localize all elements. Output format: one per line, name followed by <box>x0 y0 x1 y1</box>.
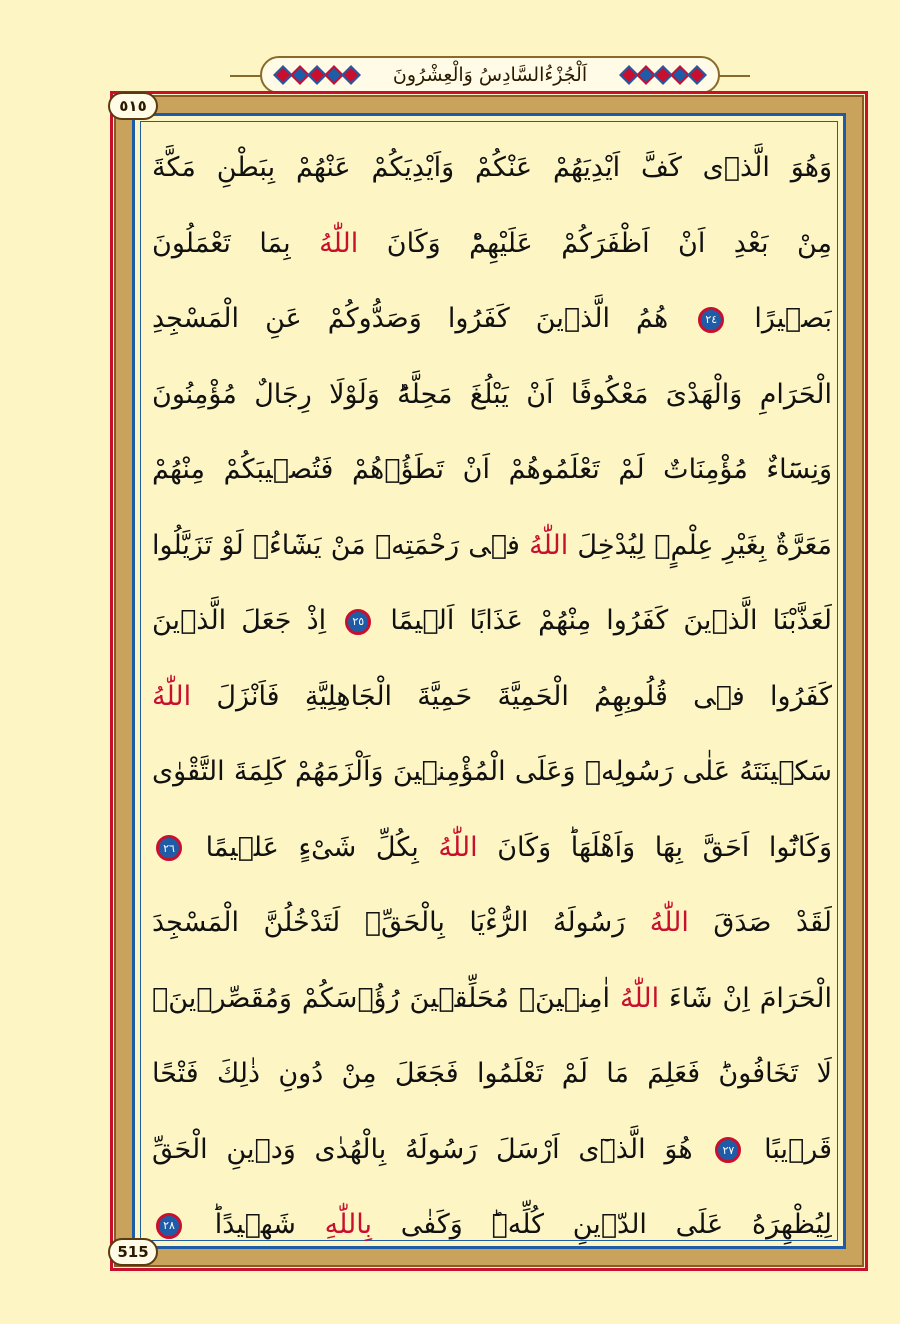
text-segment: هُوَ الَّذٖٓى اَرْسَلَ رَسُولَهُ بِالْهُدٰى وَدٖينِ الْحَقِّ <box>152 1133 712 1165</box>
text-line-content <box>152 907 832 938</box>
text-segment: قَرٖيبًا <box>745 1133 832 1165</box>
text-line-content <box>152 1058 832 1089</box>
text-segment: اِذْ جَعَلَ الَّذٖينَ <box>152 605 342 637</box>
text-segment: سَكٖينَتَهُ عَلٰى رَسُولِهٖ وَعَلَى الْمُؤْمِنٖينَ وَاَلْزَمَهُمْ كَلِمَةَ التَّقْوٰى <box>152 756 832 788</box>
ayah-marker: ٢٤ <box>698 307 724 333</box>
text-segment: لَا تَخَافُونَؕ فَعَلِمَ مَا لَمْ تَعْلَمُوا فَجَعَلَ مِنْ دُونِ ذٰلِكَ فَتْحًا <box>152 1058 832 1090</box>
juz-banner <box>260 56 720 94</box>
ayah-marker: ٢٧ <box>715 1137 741 1163</box>
page-number-latin: 515 <box>108 1238 158 1266</box>
text-line-content <box>152 379 832 410</box>
text-line-content <box>152 983 832 1014</box>
text-line <box>152 885 832 961</box>
text-line-content <box>152 530 832 561</box>
text-line <box>152 1036 832 1112</box>
text-segment: بِمَا تَعْمَلُونَ <box>152 227 320 259</box>
text-line <box>152 1112 832 1188</box>
text-segment: رَسُولَهُ الرُّءْيَا بِالْحَقِّۚ لَتَدْخُلُنَّ الْمَسْجِدَ <box>152 907 650 939</box>
quran-text <box>152 130 832 1263</box>
text-line <box>152 432 832 508</box>
text-line-content <box>152 454 832 485</box>
text-line <box>152 508 832 584</box>
text-segment: لَقَدْ صَدَقَ <box>688 907 832 939</box>
text-segment: الْحَرَامِ وَالْهَدْىَ مَعْكُوفًا اَنْ يَبْلُغَ مَحِلَّهُؕ وَلَوْلَا رِجَالٌ مُؤْمِنُونَ <box>152 378 832 410</box>
ayah-marker: ٢٦ <box>156 835 182 861</box>
text-line-content <box>152 681 832 712</box>
divine-name: اللّٰهُ <box>438 831 478 863</box>
divine-name: بِاللّٰهِ <box>324 1209 372 1241</box>
divine-name: اللّٰهُ <box>152 680 192 712</box>
text-line-content <box>152 1209 832 1240</box>
text-line <box>152 130 832 206</box>
divine-name: اللّٰهُ <box>649 907 689 939</box>
text-line-content <box>152 605 832 636</box>
text-segment: هُمُ الَّذٖينَ كَفَرُوا وَصَدُّوكُمْ عَنِ الْمَسْجِدِ <box>152 303 695 335</box>
text-line <box>152 734 832 810</box>
text-line-content <box>152 228 832 259</box>
text-line-content <box>152 832 832 863</box>
text-line-content <box>152 756 832 787</box>
divine-name: اللّٰهُ <box>619 982 660 1014</box>
divine-name: اللّٰهُ <box>529 529 569 561</box>
text-line <box>152 583 832 659</box>
text-segment: بِكُلِّ شَىْءٍ عَلٖيمًا <box>186 831 439 863</box>
text-line-content <box>152 303 832 334</box>
text-line <box>152 659 832 735</box>
ornament-knot-icon <box>341 65 361 85</box>
text-segment: شَهٖيدًاؕ <box>186 1209 325 1241</box>
text-segment: مِنْ بَعْدِ اَنْ اَظْفَرَكُمْ عَلَيْهِمْؕ وَكَانَ <box>358 227 832 259</box>
text-line <box>152 281 832 357</box>
text-line-content <box>152 152 832 183</box>
ayah-marker: ٢٨ <box>156 1213 182 1239</box>
ayah-marker: ٢٥ <box>345 609 371 635</box>
ornament-left <box>276 68 358 82</box>
text-segment: وَكَانُٓوا اَحَقَّ بِهَا وَاَهْلَهَاؕ وَكَانَ <box>477 831 832 863</box>
text-line <box>152 810 832 886</box>
divine-name: اللّٰهُ <box>319 227 359 259</box>
text-segment: بَصٖيرًا <box>728 303 832 335</box>
text-segment: فٖى رَحْمَتِهٖ مَنْ يَشَٓاءُۚ لَوْ تَزَيَّلُوا <box>152 529 530 561</box>
ornament-right <box>622 68 704 82</box>
text-line <box>152 1187 832 1263</box>
ornament-knot-icon <box>687 65 707 85</box>
text-segment: الْحَرَامَ اِنْ شَٓاءَ <box>659 982 832 1014</box>
text-line <box>152 206 832 282</box>
text-segment: مَعَرَّةٌ بِغَيْرِ عِلْمٍۚ لِيُدْخِلَ <box>568 529 832 561</box>
juz-title: اَلْجُزْءُالسَّادِسُ وَالْعِشْرُونَ <box>392 64 588 86</box>
text-segment: وَنِسَٓاءٌ مُؤْمِنَاتٌ لَمْ تَعْلَمُوهُمْ اَنْ تَطَؤُ۫هُمْ فَتُصٖيبَكُمْ مِنْهُمْ <box>152 454 832 486</box>
text-segment: وَهُوَ الَّذٖى كَفَّ اَيْدِيَهُمْ عَنْكُمْ وَاَيْدِيَكُمْ عَنْهُمْ بِبَطْنِ مَكَّةَ <box>152 152 832 184</box>
text-segment: كَفَرُوا فٖى قُلُوبِهِمُ الْحَمِيَّةَ حَمِيَّةَ الْجَاهِلِيَّةِ فَاَنْزَلَ <box>191 680 832 712</box>
text-line-content <box>152 1134 832 1165</box>
text-segment: لَعَذَّبْنَا الَّذٖينَ كَفَرُوا مِنْهُمْ عَذَابًا اَلٖيمًا <box>375 605 832 637</box>
text-segment: اٰمِنٖينَۙ مُحَلِّقٖينَ رُؤُ۫سَكُمْ وَمُقَصِّرٖينَۙ <box>152 982 620 1014</box>
text-line <box>152 357 832 433</box>
text-line <box>152 961 832 1037</box>
text-segment: لِيُظْهِرَهُ عَلَى الدّٖينِ كُلِّهٖؕ وَكَفٰى <box>371 1209 832 1241</box>
page-number-arabic: ٥١٥ <box>108 92 158 120</box>
